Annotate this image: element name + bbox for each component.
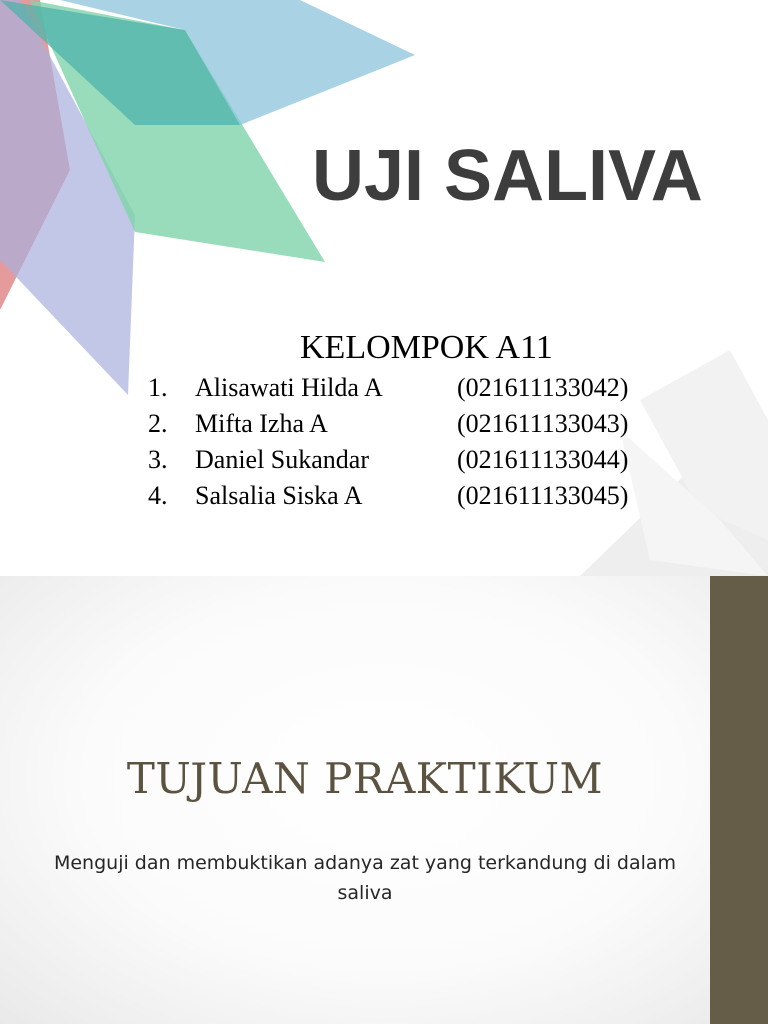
member-list [148,370,708,514]
slide-title: UJI SALIVA [312,136,703,216]
member-id: (021611133044) [457,445,629,474]
list-number: 4. [148,481,168,510]
member-name: Daniel Sukandar [195,445,370,474]
member-name: Mifta Izha A [195,409,328,438]
group-heading: KELOMPOK A11 [300,329,553,366]
list-number: 3. [148,445,168,474]
list-item [148,370,708,406]
member-name: Alisawati Hilda A [195,373,383,402]
list-item [148,442,708,478]
member-id: (021611133045) [457,481,629,510]
member-name: Salsalia Siska A [195,481,363,510]
member-id: (021611133042) [457,373,629,402]
list-item [148,478,708,514]
member-id: (021611133043) [457,409,629,438]
list-number: 1. [148,373,168,402]
list-number: 2. [148,409,168,438]
objective-slide [0,576,768,1024]
list-item [148,406,708,442]
slide-body-text: Menguji dan membuktikan adanya zat yang terkandung di dalam saliva [53,852,677,904]
slide-title: TUJUAN PRAKTIKUM [126,754,604,803]
